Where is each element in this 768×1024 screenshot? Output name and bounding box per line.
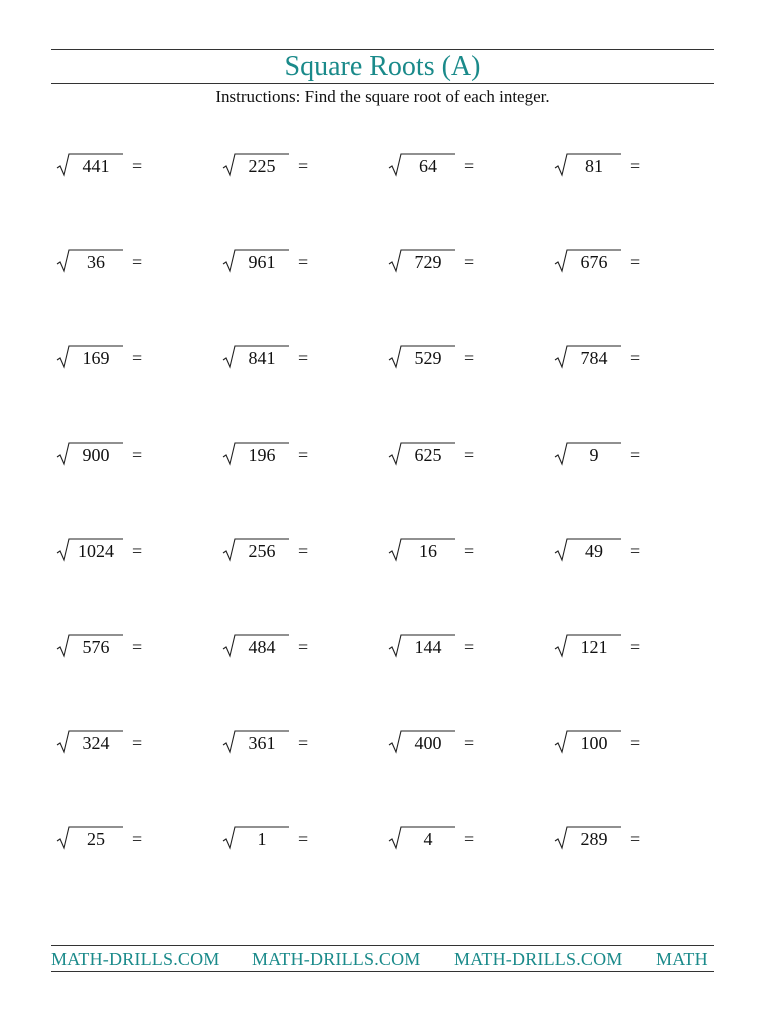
problem-item <box>222 632 362 662</box>
problem-item <box>222 247 362 277</box>
equals-sign: = <box>132 252 143 272</box>
equals-sign: = <box>630 541 641 561</box>
radicand: 144 <box>414 637 442 657</box>
equals-sign: = <box>630 445 641 465</box>
equals-sign: = <box>630 252 641 272</box>
footer-watermark-text: MATH-DRILLS.COM <box>51 949 220 969</box>
problem-item <box>554 824 694 854</box>
radicand: 81 <box>585 156 603 176</box>
problem-item <box>56 247 196 277</box>
radicand: 361 <box>248 733 276 753</box>
problem-item <box>56 343 196 373</box>
problem-item <box>222 151 362 181</box>
radicand: 576 <box>82 637 110 657</box>
footer-top-rule <box>51 945 714 946</box>
radicand: 400 <box>414 733 442 753</box>
equals-sign: = <box>132 445 143 465</box>
problem-item <box>554 247 694 277</box>
radicand: 25 <box>87 829 105 849</box>
equals-sign: = <box>464 637 475 657</box>
radicand: 100 <box>580 733 608 753</box>
footer-watermark-text: MATH-DRILLS.COM <box>454 949 623 969</box>
equals-sign: = <box>132 156 143 176</box>
page-title: Square Roots (A) <box>284 51 481 82</box>
radicand: 841 <box>248 348 276 368</box>
radicand: 169 <box>82 348 110 368</box>
problem-item <box>554 343 694 373</box>
radicand: 4 <box>423 829 433 849</box>
problem-item <box>56 536 196 566</box>
equals-sign: = <box>298 445 309 465</box>
problem-item <box>388 440 528 470</box>
problem-item <box>554 440 694 470</box>
equals-sign: = <box>630 829 641 849</box>
equals-sign: = <box>298 252 309 272</box>
problem-item <box>388 247 528 277</box>
problem-item <box>554 728 694 758</box>
equals-sign: = <box>132 637 143 657</box>
footer-bottom-rule <box>51 971 714 972</box>
equals-sign: = <box>298 156 309 176</box>
problem-item <box>56 728 196 758</box>
instructions: Instructions: Find the square root of each integer. <box>215 87 550 106</box>
equals-sign: = <box>464 445 475 465</box>
radicand: 729 <box>414 252 442 272</box>
radicand: 225 <box>248 156 276 176</box>
equals-sign: = <box>464 541 475 561</box>
equals-sign: = <box>132 541 143 561</box>
equals-sign: = <box>630 348 641 368</box>
equals-sign: = <box>630 733 641 753</box>
radicand: 9 <box>589 445 599 465</box>
radicand: 676 <box>580 252 608 272</box>
problem-item <box>56 440 196 470</box>
radicand: 121 <box>580 637 608 657</box>
radicand: 64 <box>419 156 437 176</box>
problem-item <box>222 728 362 758</box>
equals-sign: = <box>464 156 475 176</box>
problem-item <box>554 536 694 566</box>
equals-sign: = <box>464 252 475 272</box>
equals-sign: = <box>630 637 641 657</box>
problem-item <box>222 440 362 470</box>
problem-item <box>388 536 528 566</box>
radicand: 900 <box>82 445 110 465</box>
problem-item <box>388 151 528 181</box>
equals-sign: = <box>464 829 475 849</box>
problem-item <box>388 632 528 662</box>
radicand: 36 <box>87 252 105 272</box>
footer-watermark-text: MATH-DRILLS.COM <box>252 949 421 969</box>
radicand: 529 <box>414 348 442 368</box>
radicand: 625 <box>414 445 442 465</box>
equals-sign: = <box>298 829 309 849</box>
radicand: 784 <box>580 348 608 368</box>
radicand: 961 <box>248 252 276 272</box>
footer-watermark <box>51 948 714 970</box>
radicand: 441 <box>82 156 110 176</box>
equals-sign: = <box>298 733 309 753</box>
problem-item <box>554 632 694 662</box>
problem-item <box>388 728 528 758</box>
equals-sign: = <box>132 733 143 753</box>
problem-item <box>554 151 694 181</box>
radicand: 1024 <box>78 541 114 561</box>
problem-item <box>56 824 196 854</box>
equals-sign: = <box>298 348 309 368</box>
radicand: 196 <box>248 445 276 465</box>
equals-sign: = <box>464 348 475 368</box>
equals-sign: = <box>132 829 143 849</box>
problem-item <box>388 824 528 854</box>
equals-sign: = <box>298 637 309 657</box>
equals-sign: = <box>630 156 641 176</box>
radicand: 49 <box>585 541 603 561</box>
footer-watermark-text: MATH <box>656 949 708 969</box>
radicand: 256 <box>248 541 276 561</box>
equals-sign: = <box>464 733 475 753</box>
problem-item <box>222 343 362 373</box>
radicand: 1 <box>257 829 267 849</box>
radicand: 324 <box>82 733 110 753</box>
problem-item <box>222 824 362 854</box>
problem-item <box>56 632 196 662</box>
radicand: 16 <box>419 541 437 561</box>
problem-item <box>222 536 362 566</box>
equals-sign: = <box>298 541 309 561</box>
radicand: 484 <box>248 637 276 657</box>
radicand: 289 <box>580 829 608 849</box>
problem-item <box>56 151 196 181</box>
problem-item <box>388 343 528 373</box>
equals-sign: = <box>132 348 143 368</box>
